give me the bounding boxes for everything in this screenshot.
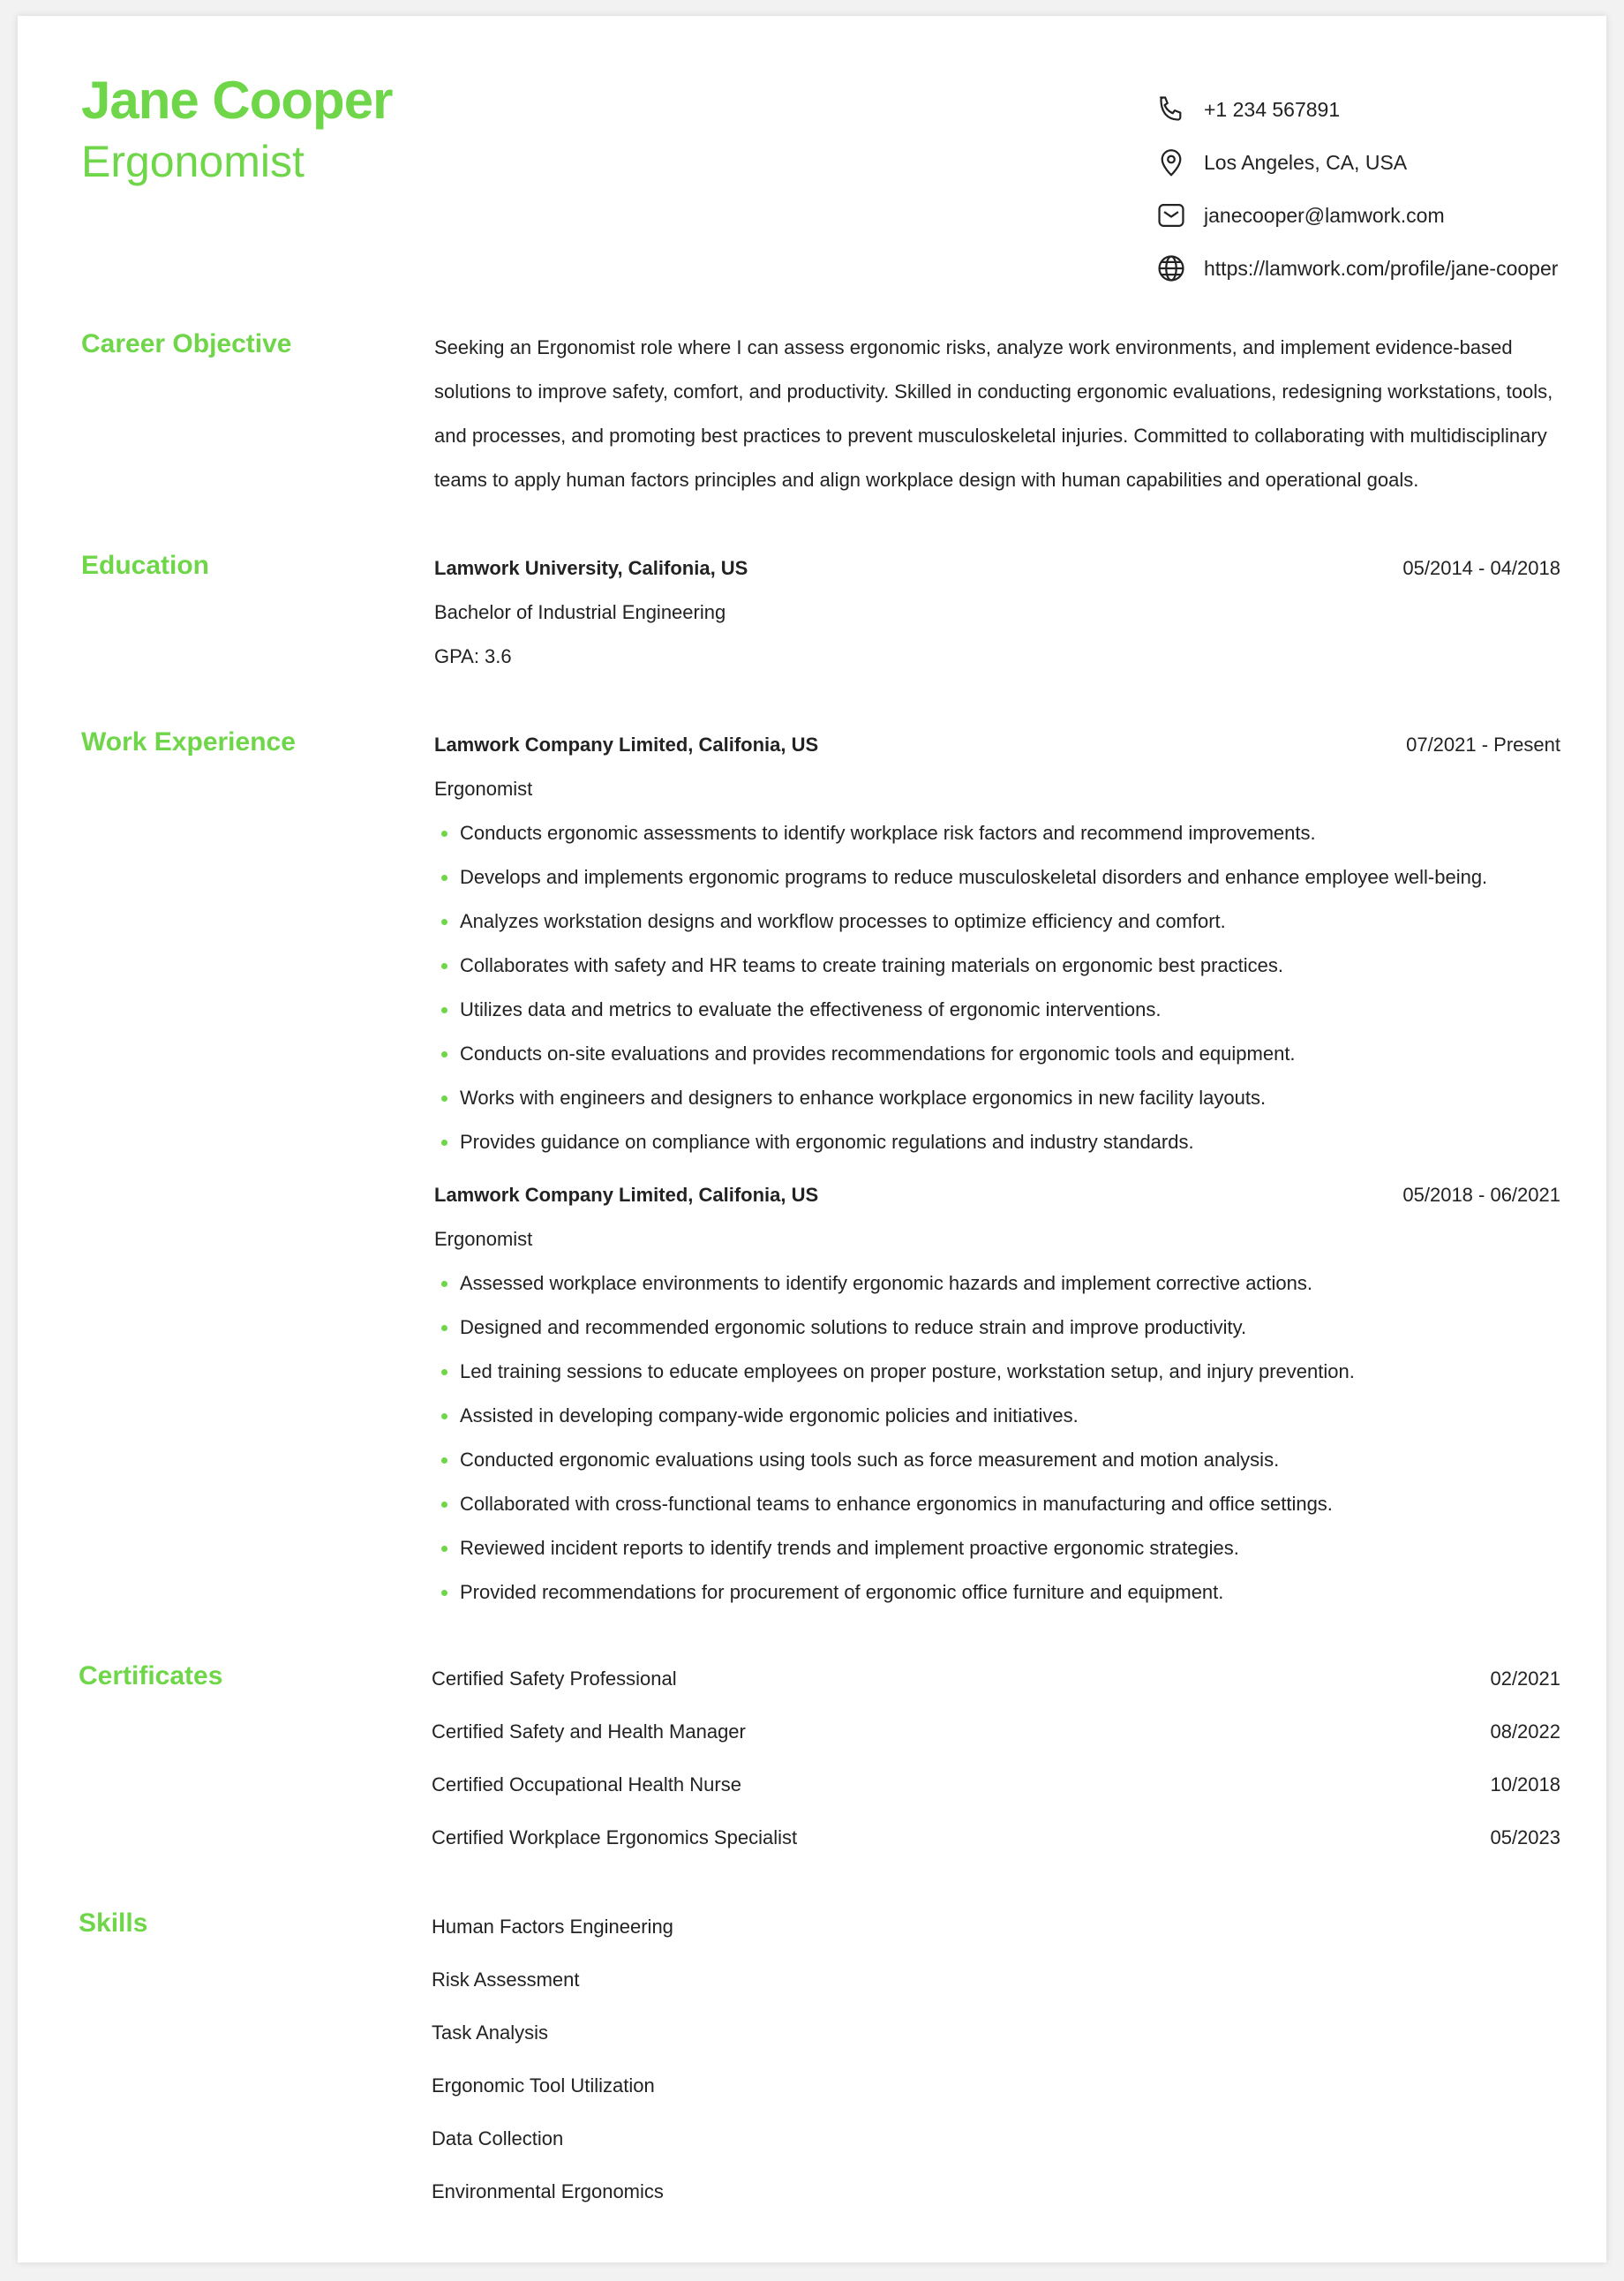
candidate-job-title: Ergonomist — [81, 137, 304, 186]
section-title-work-experience: Work Experience — [81, 727, 296, 757]
skill-item: Human Factors Engineering — [432, 1916, 673, 1938]
job-bullet: Provided recommendations for procurement of ergonomic office furniture and equipment. — [434, 1570, 1560, 1615]
job-bullet: Analyzes workstation designs and workflow processes to optimize efficiency and comfort. — [434, 900, 1560, 944]
job-bullet: Reviewed incident reports to identify trends and implement proactive ergonomic strategies. — [434, 1526, 1560, 1570]
certificate-name: Certified Workplace Ergonomics Specialist — [432, 1826, 798, 1848]
job-bullet: Conducts on-site evaluations and provides recommendations for ergonomic tools and equipment. — [434, 1032, 1560, 1076]
job-role: Ergonomist — [434, 1228, 533, 1250]
job-bullet: Collaborates with safety and HR teams to create training materials on ergonomic best practices. — [434, 944, 1560, 988]
job-bullets — [434, 811, 1560, 1164]
job-bullet: Assisted in developing company-wide ergonomic policies and initiatives. — [434, 1394, 1560, 1438]
job-bullet: Assessed workplace environments to identify ergonomic hazards and implement corrective actions. — [434, 1261, 1560, 1306]
education-entry — [434, 546, 1560, 679]
job-bullet: Provides guidance on compliance with ergonomic regulations and industry standards. — [434, 1120, 1560, 1164]
certificate-date: 10/2018 — [1490, 1773, 1560, 1795]
job-bullet: Collaborated with cross-functional teams to enhance ergonomics in manufacturing and office settings. — [434, 1482, 1560, 1526]
skill-item: Data Collection — [432, 2127, 564, 2149]
website-link[interactable]: https://lamwork.com/profile/jane-cooper — [1204, 256, 1559, 280]
job-bullet: Works with engineers and designers to enhance workplace ergonomics in new facility layouts. — [434, 1076, 1560, 1120]
certificate-item — [432, 1811, 1560, 1864]
certificate-date: 02/2021 — [1490, 1667, 1560, 1690]
job-dates: 05/2018 - 06/2021 — [1402, 1184, 1560, 1206]
skill-item: Task Analysis — [432, 2021, 549, 2044]
skill-item: Environmental Ergonomics — [432, 2180, 664, 2202]
candidate-name: Jane Cooper — [81, 71, 393, 130]
skill-item: Risk Assessment — [432, 1969, 580, 1991]
location-pin-icon — [1154, 146, 1188, 179]
job-header — [434, 1173, 1560, 1217]
job-company: Lamwork Company Limited, Califonia, US — [434, 734, 819, 756]
job-company: Lamwork Company Limited, Califonia, US — [434, 1184, 819, 1206]
location-text: Los Angeles, CA, USA — [1204, 150, 1408, 174]
section-title-education: Education — [81, 551, 210, 580]
job-bullet: Utilizes data and metrics to evaluate the effectiveness of ergonomic interventions. — [434, 988, 1560, 1032]
career-objective-text: Seeking an Ergonomist role where I can assess ergonomic risks, analyze work environments, and implement evidence-based solutions to improve safety, comfort, and productivity. Skilled in conducting ergonomic evaluations, redesigning workstations, tools, and processes, and promoting best practices to prevent musculoskeletal injuries. Committed to collaborating with multidisciplinary teams to apply human factors principles and align workplace design with human capabilities and operational goals. — [434, 336, 1553, 491]
work-experience-list — [434, 723, 1560, 1615]
certificate-item — [432, 1705, 1560, 1758]
phone-text: +1 234 567891 — [1204, 97, 1341, 121]
phone-icon — [1154, 93, 1188, 126]
certificate-name: Certified Safety and Health Manager — [432, 1720, 746, 1743]
job-bullet: Conducted ergonomic evaluations using tools such as force measurement and motion analysis. — [434, 1438, 1560, 1482]
job-role: Ergonomist — [434, 778, 533, 800]
job-bullets — [434, 1261, 1560, 1615]
contact-website[interactable] — [1154, 242, 1558, 295]
job-header — [434, 723, 1560, 767]
contact-location — [1154, 136, 1558, 189]
job-bullet: Led training sessions to educate employees on proper posture, workstation setup, and injury prevention. — [434, 1350, 1560, 1394]
education-dates: 05/2014 - 04/2018 — [1402, 557, 1560, 579]
skill-item: Ergonomic Tool Utilization — [432, 2074, 655, 2097]
certificate-date: 05/2023 — [1490, 1826, 1560, 1848]
job-bullet: Designed and recommended ergonomic solutions to reduce strain and improve productivity. — [434, 1306, 1560, 1350]
job-dates: 07/2021 - Present — [1406, 734, 1560, 756]
job-entry — [434, 1173, 1560, 1615]
section-title-career-objective: Career Objective — [81, 329, 292, 358]
email-text[interactable]: janecooper@lamwork.com — [1204, 203, 1445, 227]
certificates-list — [432, 1652, 1560, 1864]
education-header — [434, 546, 1560, 591]
skills-list — [432, 1901, 1560, 2218]
education-school: Lamwork University, Califonia, US — [434, 557, 748, 579]
contact-block — [1154, 83, 1558, 295]
globe-icon — [1154, 252, 1188, 285]
certificate-item — [432, 1652, 1560, 1705]
certificate-name: Certified Occupational Health Nurse — [432, 1773, 741, 1795]
certificate-item — [432, 1758, 1560, 1811]
job-bullet: Develops and implements ergonomic programs to reduce musculoskeletal disorders and enhance employee well-being. — [434, 855, 1560, 900]
education-degree: Bachelor of Industrial Engineering — [434, 601, 726, 623]
section-title-certificates: Certificates — [79, 1661, 223, 1690]
section-title-skills: Skills — [79, 1908, 148, 1938]
resume-page — [18, 16, 1606, 2262]
certificate-name: Certified Safety Professional — [432, 1667, 677, 1690]
email-icon — [1154, 199, 1188, 232]
certificate-date: 08/2022 — [1490, 1720, 1560, 1743]
education-gpa: GPA: 3.6 — [434, 645, 512, 667]
job-entry — [434, 723, 1560, 1164]
contact-phone — [1154, 83, 1558, 136]
job-bullet: Conducts ergonomic assessments to identify workplace risk factors and recommend improvements. — [434, 811, 1560, 855]
contact-email[interactable] — [1154, 189, 1558, 242]
